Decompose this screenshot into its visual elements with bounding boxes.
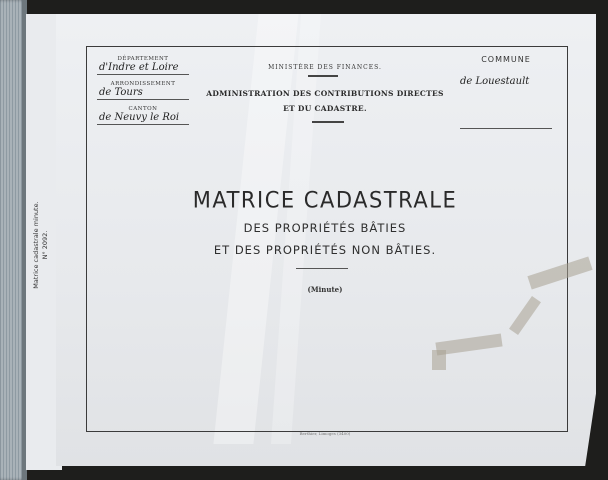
- canton-value: de Neuvy le Roi: [97, 112, 189, 125]
- commune-block: [458, 55, 554, 88]
- administration-heading: [205, 86, 445, 116]
- heading-rule: [312, 121, 344, 123]
- side-label-line1: Matrice cadastrale minute.: [32, 201, 40, 289]
- side-label-line2: N° 2092.: [41, 230, 49, 260]
- commune-rule: [460, 128, 552, 129]
- canton-label: CANTON: [128, 106, 158, 112]
- departement-label: DÉPARTEMENT: [117, 56, 169, 62]
- admin-line1: ADMINISTRATION DES CONTRIBUTIONS DIRECTES: [206, 89, 444, 98]
- subtitle-line2: ET DES PROPRIÉTÉS NON BÂTIES.: [213, 243, 437, 257]
- commune-label: COMMUNE: [481, 55, 531, 64]
- document-title: MATRICE CADASTRALE: [192, 187, 458, 213]
- arrondissement-value: de Tours: [97, 87, 189, 100]
- admin-line2: ET DU CADASTRE.: [283, 104, 367, 113]
- heading-rule: [308, 75, 338, 77]
- title-rule: [296, 268, 348, 269]
- subtitle-line1: DES PROPRIÉTÉS BÂTIES: [243, 221, 407, 235]
- arrondissement-label: ARRONDISSEMENT: [110, 81, 176, 87]
- printer-imprint: Berthier, Limoges (3400): [299, 431, 351, 436]
- departement-value: d'Indre et Loire: [97, 62, 189, 75]
- tape-piece: [432, 350, 446, 370]
- department-block: [97, 56, 189, 125]
- minute-label: (Minute): [307, 285, 343, 294]
- ministry-heading: MINISTÈRE DES FINANCES.: [268, 64, 382, 71]
- commune-value: de Louestault: [460, 76, 530, 87]
- side-label: [30, 190, 60, 300]
